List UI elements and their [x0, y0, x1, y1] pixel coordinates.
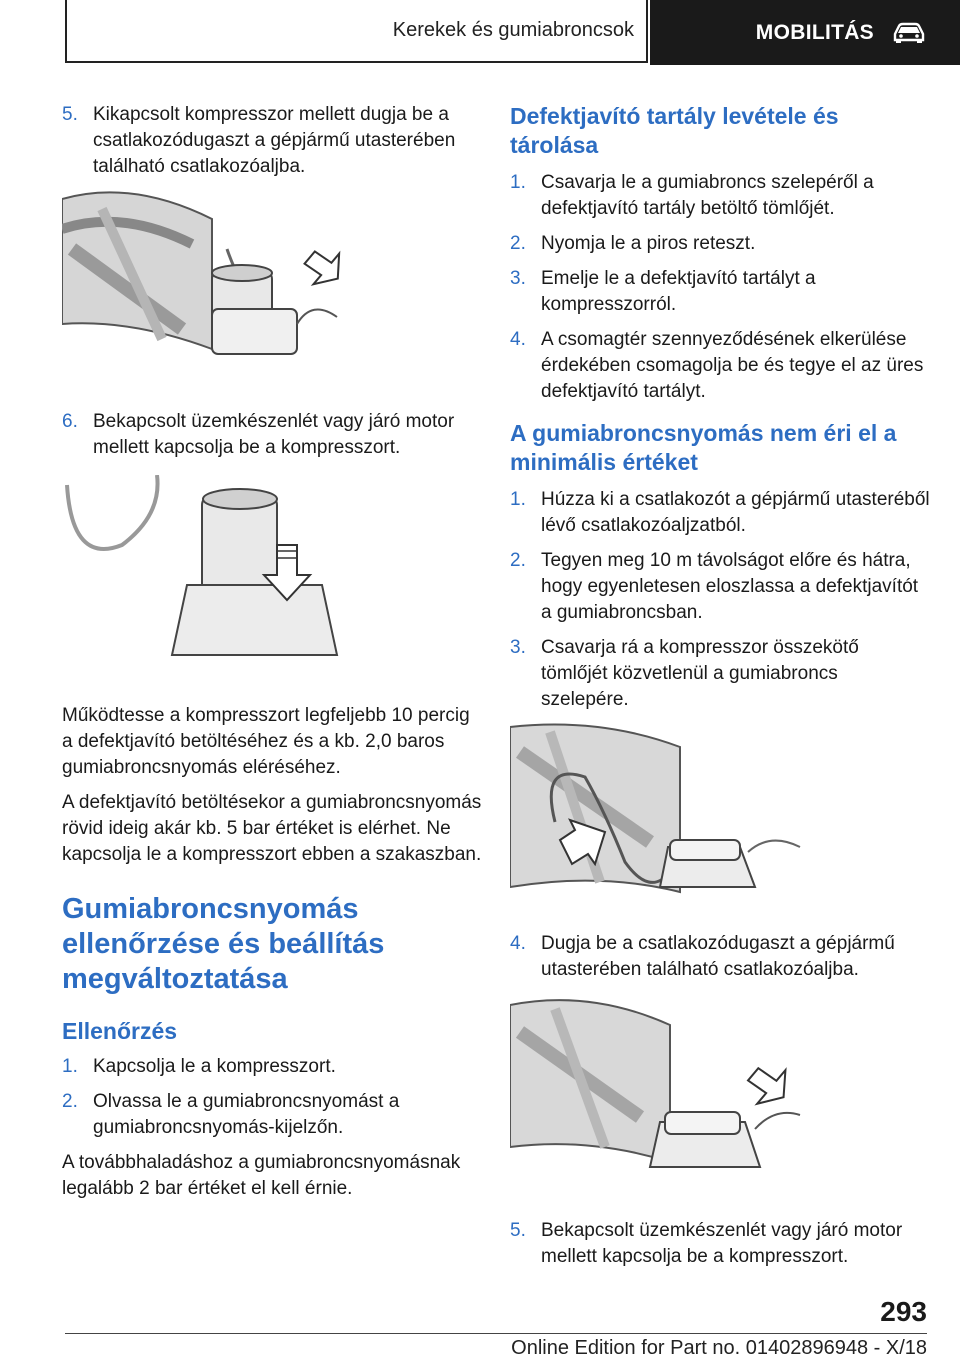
paragraph-operate: Működtesse a kompresszort legfeljebb 10 percig a defektjavító betöltéséhez és a kb. 2,0 baros gumiabroncsnyomás eléréséhez.: [62, 705, 470, 778]
step-6: [62, 409, 482, 461]
step-number: 4.: [510, 933, 526, 954]
list-item: [510, 231, 930, 257]
step-number: 1.: [62, 1056, 78, 1077]
page-number: 293: [880, 1296, 927, 1327]
step-number: 5.: [62, 104, 78, 125]
left-column: [62, 102, 482, 1211]
section-heading-pressure-check: Gumiabroncsnyomás ellenőrzése és beállítás megváltoztatása: [62, 893, 385, 995]
step-text: Emelje le a defektjavító tartályt a kompresszorról.: [541, 268, 816, 315]
figure-compressor-plug: [62, 189, 362, 389]
list-item: [510, 327, 930, 405]
step-text: Tegyen meg 10 m távolságot előre és hátra, hogy egyenletesen eloszlassa a defektjavítót a gumiabroncsban.: [541, 550, 919, 623]
remove-steps-list: [510, 170, 930, 405]
section-title: Kerekek és gumiabroncsok: [392, 19, 634, 41]
subheading-check: Ellenőrzés: [62, 1018, 178, 1044]
step-number: 1.: [510, 172, 526, 193]
step-text: Dugja be a csatlakozódugaszt a gépjármű utasterében található csatlakozóaljba.: [541, 933, 895, 980]
step-number: 3.: [510, 268, 526, 289]
step-text: Bekapcsolt üzemkészenlét vagy járó motor mellett kapcsolja be a kompresszort.: [541, 1220, 903, 1267]
step-text: Húzza ki a csatlakozót a gépjármű utasteréből lévő csatlakozóaljzatból.: [541, 489, 930, 536]
step-text: Csavarja le a gumiabroncs szelepéről a defektjavító tartály betöltő tömlőjét.: [541, 172, 874, 219]
step-5: [62, 102, 482, 180]
paragraph-minimum-pressure: A továbbhaladáshoz a gumiabroncsnyomásnak legalább 2 bar értéket el kell érnie.: [62, 1152, 461, 1199]
list-item: [62, 1089, 482, 1141]
step-text: Kikapcsolt kompresszor mellett dugja be a csatlakozódugaszt a gépjármű utasterében található csatlakozóaljba.: [93, 104, 456, 177]
list-item: [510, 170, 930, 222]
running-header-section: [65, 0, 648, 63]
step-text: Bekapcsolt üzemkészenlét vagy járó motor mellett kapcsolja be a kompresszort.: [93, 411, 455, 458]
step-number: 2.: [510, 233, 526, 254]
step-number: 5.: [510, 1220, 526, 1241]
step-number: 3.: [510, 637, 526, 658]
step-5: [510, 1218, 930, 1270]
footer-divider: [65, 1333, 927, 1334]
step-text: A csomagtér szennyeződésének elkerülése érdekében csomagolja be és tegye el az üres defektjavító tartályt.: [541, 329, 924, 402]
section-heading-low-pressure: A gumiabroncsnyomás nem éri el a minimális értéket: [510, 420, 897, 475]
list-item: [510, 635, 930, 713]
car-icon: [892, 22, 926, 44]
list-item: [510, 548, 930, 626]
edition-footer: Online Edition for Part no. 01402896948 - X/18: [511, 1337, 927, 1359]
chapter-title: MOBILITÁS: [755, 20, 874, 44]
step-4: [510, 931, 930, 983]
step-number: 6.: [62, 411, 78, 432]
running-header-chapter: [650, 0, 960, 65]
low-pressure-steps-list: [510, 487, 930, 713]
check-steps-list: [62, 1054, 482, 1141]
list-item: [510, 487, 930, 539]
step-text: Nyomja le a piros reteszt.: [541, 233, 756, 254]
step-number: 2.: [62, 1091, 78, 1112]
step-text: Kapcsolja le a kompresszort.: [93, 1056, 336, 1077]
step-text: Csavarja rá a kompresszor összekötő tömlőjét közvetlenül a gumiabroncs szelepére.: [541, 637, 859, 710]
figure-compressor-plug-2: [510, 997, 810, 1192]
list-item: [510, 266, 930, 318]
figure-hose-to-valve: [510, 722, 810, 907]
step-number: 1.: [510, 489, 526, 510]
figure-compressor-switch: [62, 475, 362, 675]
paragraph-pressure-peak: A defektjavító betöltésekor a gumiabroncsnyomás rövid ideig akár kb. 5 bar értéket is elérhet. Ne kapcsolja le a kompresszort ebben a szakaszban.: [62, 792, 482, 865]
step-text: Olvassa le a gumiabroncsnyomást a gumiabroncsnyomás-kijelzőn.: [93, 1091, 400, 1138]
right-column: [510, 102, 930, 1279]
section-heading-remove-container: Defektjavító tartály levétele és tárolása: [510, 103, 839, 158]
list-item: [62, 1054, 482, 1080]
step-number: 4.: [510, 329, 526, 350]
step-number: 2.: [510, 550, 526, 571]
